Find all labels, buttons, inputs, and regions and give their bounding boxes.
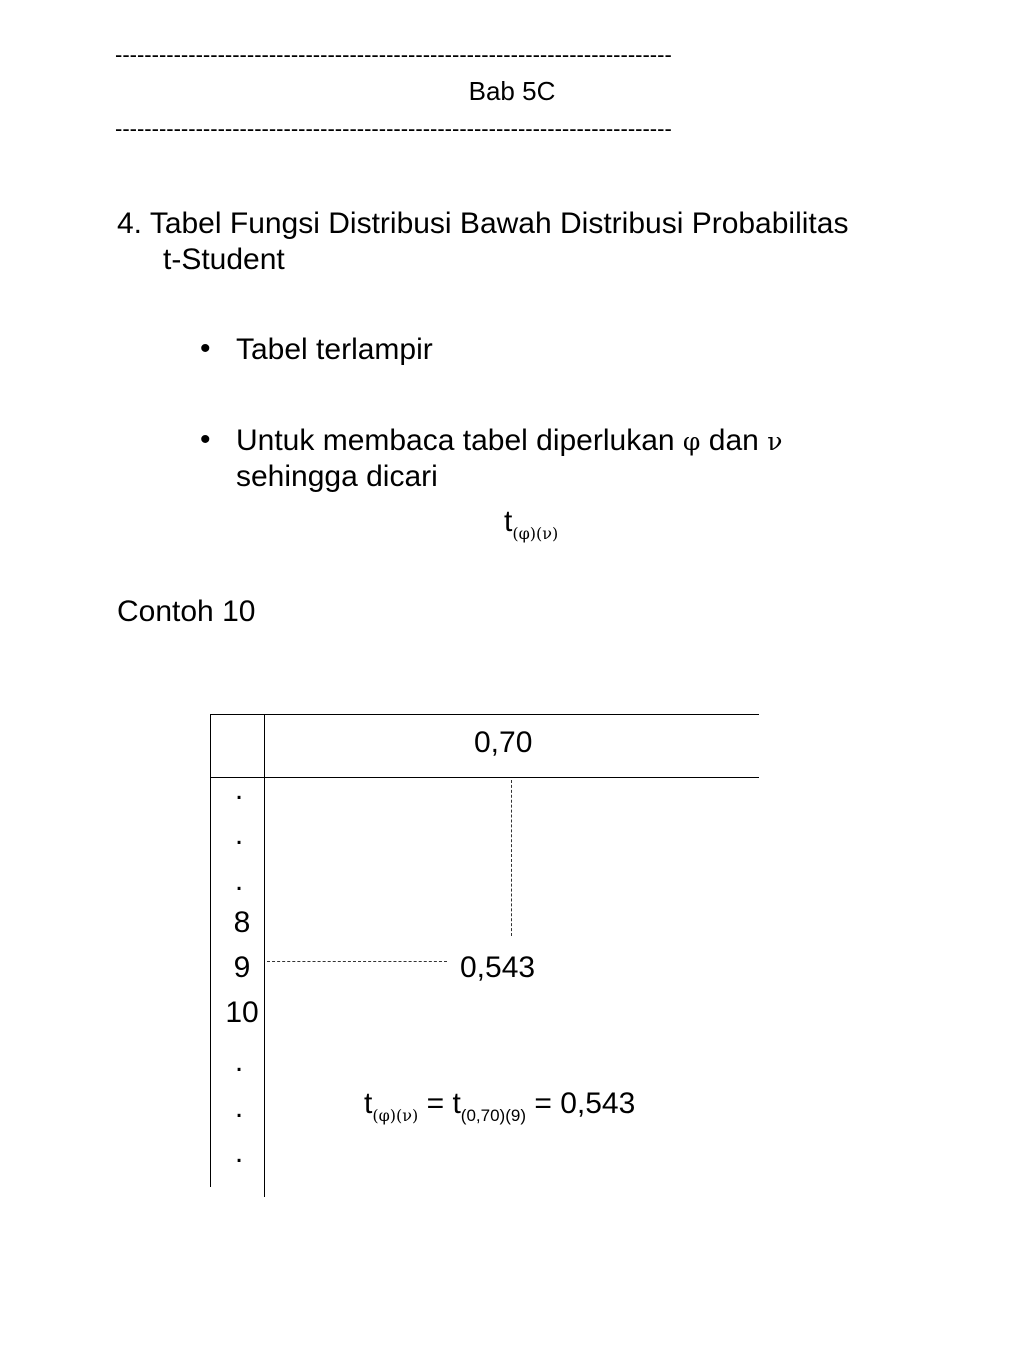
- table-column-header: 0,70: [474, 726, 533, 759]
- bullet-text-tabel-terlampir: Tabel terlampir: [236, 333, 433, 366]
- table-row-label: 10: [225, 996, 259, 1029]
- table-row-label: .: [234, 1091, 244, 1124]
- section-title-line1: 4. Tabel Fungsi Distribusi Bawah Distribusi Probabilitas: [117, 207, 849, 240]
- table-row-label: .: [234, 1045, 244, 1078]
- result-eq1: =: [418, 1087, 453, 1120]
- formula-subscript: (φ)(ν): [512, 524, 559, 543]
- example-title: Contoh 10: [117, 595, 256, 628]
- table-left-rule: [210, 714, 211, 1187]
- table-row-label: 9: [233, 951, 251, 984]
- bullet-text-line2: sehingga dicari: [236, 460, 438, 493]
- result-value: 0,543: [560, 1087, 636, 1120]
- formula-t-symbol: t: [504, 505, 513, 538]
- formula-t: [504, 505, 559, 543]
- result-sub2: (0,70)(9): [460, 1106, 526, 1125]
- nu-symbol: ν: [767, 427, 783, 456]
- result-formula: [364, 1087, 636, 1125]
- bullet-text-main: Untuk membaca tabel diperlukan: [236, 424, 675, 457]
- column-guide-line: [511, 780, 512, 936]
- section-title-line2: t-Student: [163, 243, 285, 276]
- bullet-text-line1: [236, 423, 782, 460]
- result-sub1: (φ)(ν): [372, 1106, 419, 1125]
- bullet-mark: •: [200, 332, 211, 365]
- bullet-text-dan: dan: [708, 424, 759, 457]
- table-row-label: .: [234, 864, 244, 897]
- table-row-label: .: [234, 773, 244, 806]
- header-rule-top: ----------------------------------------------------------------------------: [115, 42, 672, 67]
- phi-symbol: φ: [682, 427, 701, 456]
- table-row-label: .: [234, 1136, 244, 1169]
- bullet-mark: •: [200, 423, 211, 456]
- table-cell-value: 0,543: [460, 951, 536, 984]
- table-row-label: 8: [233, 906, 251, 939]
- table-header-rule: [210, 777, 759, 778]
- row-guide-line: [267, 961, 447, 962]
- result-t2: t: [452, 1087, 461, 1120]
- chapter-label: Bab 5C: [468, 76, 556, 106]
- result-eq2: =: [525, 1087, 561, 1120]
- result-t1: t: [364, 1087, 373, 1120]
- header-rule-bottom: ----------------------------------------------------------------------------: [115, 116, 672, 141]
- table-row-label: .: [234, 818, 244, 851]
- table-top-rule: [210, 714, 759, 715]
